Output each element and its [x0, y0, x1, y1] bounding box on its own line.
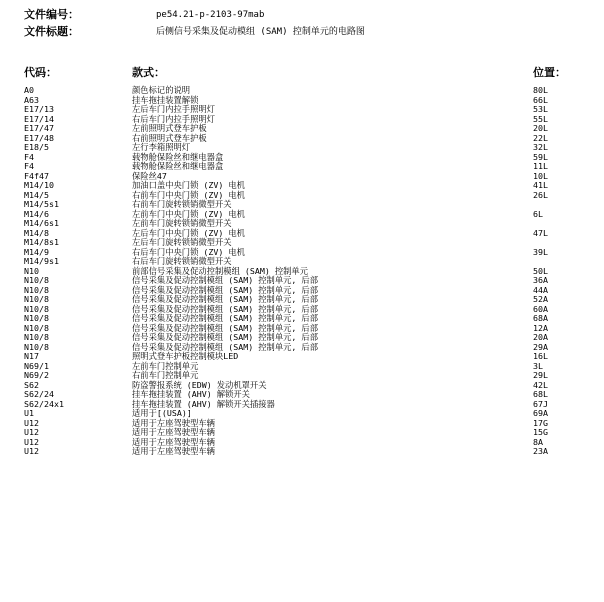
row-position: 26L: [533, 189, 548, 200]
column-header-position: 位置：: [533, 66, 566, 79]
table-row: [0, 409, 604, 419]
row-code: S62/24: [24, 389, 54, 399]
row-position: 68L: [533, 389, 548, 399]
row-code: N10/8: [24, 322, 49, 333]
row-code: N10/8: [24, 341, 49, 352]
row-position: 6L: [533, 208, 543, 219]
row-code: M14/8s1: [24, 237, 59, 247]
table-row: [0, 229, 604, 239]
table-row: [0, 191, 604, 201]
row-description: 右前车门旋转锁销微型开关: [132, 199, 232, 209]
row-description: 挂车拖挂装置解锁: [132, 94, 199, 105]
row-description: 颜色标记的说明: [132, 85, 191, 95]
doc-title-value: 后侧信号采集及促动模组 (SAM) 控制单元的电路图: [156, 27, 365, 37]
row-position: 42L: [533, 379, 548, 390]
row-position: 22L: [533, 132, 548, 143]
row-position: 20L: [533, 123, 548, 133]
table-row: [0, 134, 604, 144]
table-row: [0, 352, 604, 362]
row-code: M14/9s1: [24, 256, 59, 266]
table-row: [0, 428, 604, 438]
table-row: [0, 447, 604, 457]
row-code: M14/6: [24, 208, 49, 219]
row-description: 保险丝47: [132, 170, 167, 181]
row-code: N17: [24, 351, 39, 361]
row-position: 47L: [533, 227, 548, 238]
row-code: N10/8: [24, 303, 49, 314]
row-description: 挂车拖挂装置 (AHV) 解锁开关: [132, 389, 250, 399]
row-description: 适用于左座驾驶型车辆: [132, 436, 215, 447]
row-code: E17/13: [24, 104, 54, 114]
row-position: 59L: [533, 151, 548, 162]
row-position: 52A: [533, 294, 548, 304]
table-row: [0, 96, 604, 106]
row-description: 左前车门控制单元: [132, 360, 199, 371]
row-code: E17/47: [24, 123, 54, 133]
row-code: E18/5: [24, 142, 49, 152]
table-row: [0, 153, 604, 163]
table-row: [0, 200, 604, 210]
row-code: N69/2: [24, 370, 49, 380]
row-code: M14/8: [24, 227, 49, 238]
table-row: [0, 124, 604, 134]
row-description: 载物舱保险丝和继电器盒: [132, 151, 224, 162]
row-position: 16L: [533, 351, 548, 361]
row-position: 44A: [533, 284, 548, 295]
row-description: 适用于左座驾驶型车辆: [132, 417, 215, 428]
table-row: [0, 181, 604, 191]
row-description: 适用于[(USA)]: [132, 408, 192, 418]
row-position: 10L: [533, 170, 548, 181]
row-code: M14/6s1: [24, 218, 59, 228]
row-description: 左后车门内拉手照明灯: [132, 104, 215, 114]
row-code: M14/9: [24, 246, 49, 257]
row-code: M14/5s1: [24, 199, 59, 209]
row-position: 69A: [533, 408, 548, 418]
row-code: M14/5: [24, 189, 49, 200]
table-row: [0, 86, 604, 96]
row-code: N10/8: [24, 275, 49, 285]
row-code: N10/8: [24, 332, 49, 342]
row-position: 32L: [533, 142, 548, 152]
row-code: U12: [24, 446, 39, 456]
row-code: U12: [24, 417, 39, 428]
row-position: 60A: [533, 303, 548, 314]
row-description: 右前车门控制单元: [132, 370, 199, 380]
table-row: [0, 343, 604, 353]
row-description: 右后车门内拉手照明灯: [132, 113, 215, 124]
table-row: [0, 172, 604, 182]
row-description: 信号采集及促动控制模组 (SAM) 控制单元, 后部: [132, 303, 319, 314]
row-code: U12: [24, 436, 39, 447]
row-description: 左后车门旋转锁销微型开关: [132, 237, 232, 247]
row-position: 23A: [533, 446, 548, 456]
table-row: [0, 219, 604, 229]
row-description: 左行李箱照明灯: [132, 142, 191, 152]
row-description: 左前车门旋转锁销微型开关: [132, 218, 232, 228]
table-row: [0, 162, 604, 172]
table-row: [0, 248, 604, 258]
row-code: F4: [24, 161, 34, 171]
row-position: 68A: [533, 313, 548, 323]
row-code: F4f47: [24, 170, 49, 181]
row-position: 29L: [533, 370, 548, 380]
row-position: 11L: [533, 161, 548, 171]
row-description: 右后车门中央门锁 (ZV) 电机: [132, 246, 245, 257]
column-header-type: 款式：: [132, 66, 165, 79]
row-description: 前部信号采集及促动控制模组 (SAM) 控制单元: [132, 265, 309, 276]
table-row: [0, 390, 604, 400]
row-code: N10/8: [24, 294, 49, 304]
row-position: 29A: [533, 341, 548, 352]
table-row: [0, 143, 604, 153]
row-position: 53L: [533, 104, 548, 114]
row-position: 41L: [533, 180, 548, 190]
column-header-code: 代码：: [24, 66, 57, 79]
table-row: [0, 210, 604, 220]
doc-title-label: 文件标题：: [24, 25, 79, 38]
row-code: S62/24x1: [24, 398, 64, 409]
row-code: A0: [24, 85, 34, 95]
table-row: [0, 238, 604, 248]
row-description: 左前照明式登车护板: [132, 123, 207, 133]
row-code: A63: [24, 94, 39, 105]
row-description: 左后车门中央门锁 (ZV) 电机: [132, 227, 245, 238]
row-position: 20A: [533, 332, 548, 342]
row-position: 50L: [533, 265, 548, 276]
row-description: 信号采集及促动控制模组 (SAM) 控制单元, 后部: [132, 341, 319, 352]
row-description: 左前车门中央门锁 (ZV) 电机: [132, 208, 245, 219]
row-code: N10: [24, 265, 39, 276]
row-position: 15G: [533, 427, 548, 437]
doc-number-label: 文件编号：: [24, 8, 79, 21]
row-description: 信号采集及促动控制模组 (SAM) 控制单元, 后部: [132, 313, 319, 323]
row-description: 信号采集及促动控制模组 (SAM) 控制单元, 后部: [132, 322, 319, 333]
row-position: 12A: [533, 322, 548, 333]
row-description: 信号采集及促动控制模组 (SAM) 控制单元, 后部: [132, 332, 319, 342]
table-row: [0, 419, 604, 429]
row-description: 右后车门旋转锁销微型开关: [132, 256, 232, 266]
row-code: N10/8: [24, 284, 49, 295]
row-code: N10/8: [24, 313, 49, 323]
row-description: 防盗警报系统 (EDW) 发动机罩开关: [132, 379, 267, 390]
table-row: [0, 105, 604, 115]
row-description: 信号采集及促动控制模组 (SAM) 控制单元, 后部: [132, 275, 319, 285]
table-row: [0, 115, 604, 125]
table-row: [0, 400, 604, 410]
row-position: 67J: [533, 398, 548, 409]
row-description: 信号采集及促动控制模组 (SAM) 控制单元, 后部: [132, 284, 319, 295]
row-description: 照明式登车护板控制模块LED: [132, 351, 239, 361]
row-description: 信号采集及促动控制模组 (SAM) 控制单元, 后部: [132, 294, 319, 304]
row-position: 3L: [533, 360, 543, 371]
row-code: S62: [24, 379, 39, 390]
row-code: U12: [24, 427, 39, 437]
row-description: 适用于左座驾驶型车辆: [132, 446, 215, 456]
row-description: 右前车门中央门锁 (ZV) 电机: [132, 189, 245, 200]
row-position: 80L: [533, 85, 548, 95]
row-position: 36A: [533, 275, 548, 285]
table-row: [0, 438, 604, 448]
table-row: [0, 371, 604, 381]
row-code: U1: [24, 408, 34, 418]
row-position: 39L: [533, 246, 548, 257]
row-description: 加油口盖中央门锁 (ZV) 电机: [132, 180, 245, 190]
row-code: M14/10: [24, 180, 54, 190]
row-code: E17/48: [24, 132, 54, 143]
row-description: 适用于左座驾驶型车辆: [132, 427, 215, 437]
row-code: N69/1: [24, 360, 49, 371]
row-code: E17/14: [24, 113, 54, 124]
row-description: 右前照明式登车护板: [132, 132, 207, 143]
row-description: 载物舱保险丝和继电器盒: [132, 161, 224, 171]
row-position: 17G: [533, 417, 548, 428]
row-position: 55L: [533, 113, 548, 124]
row-position: 8A: [533, 436, 543, 447]
table-row: [0, 381, 604, 391]
table-row: [0, 362, 604, 372]
component-table: [0, 86, 604, 457]
row-code: F4: [24, 151, 34, 162]
row-position: 66L: [533, 94, 548, 105]
row-description: 挂车拖挂装置 (AHV) 解锁开关插接器: [132, 398, 275, 409]
doc-number-value: pe54.21-p-2103-97mab: [156, 10, 265, 20]
